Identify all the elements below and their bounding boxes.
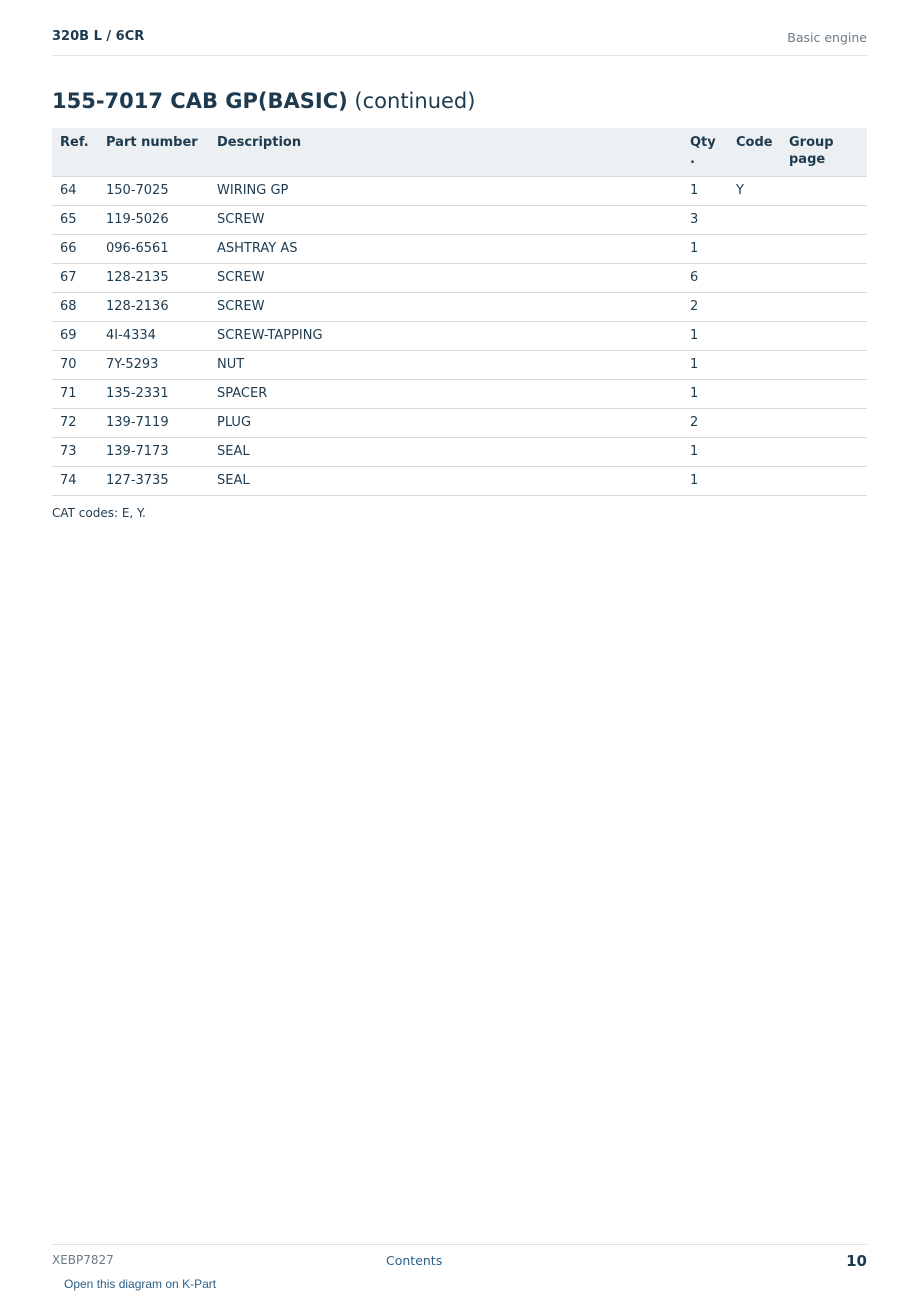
cell-group-page [781,322,867,351]
cell-part-number: 128-2135 [98,264,209,293]
cell-qty: 1 [682,438,728,467]
cell-group-page [781,293,867,322]
column-header-qty: Qty . [682,128,728,177]
cell-group-page [781,206,867,235]
cell-description: WIRING GP [209,177,682,206]
cell-group-page [781,467,867,496]
table-row [52,322,867,351]
cell-ref: 68 [52,293,98,322]
cell-group-page [781,409,867,438]
cell-qty: 6 [682,264,728,293]
cell-part-number: 135-2331 [98,380,209,409]
cell-description: PLUG [209,409,682,438]
cell-qty: 1 [682,235,728,264]
column-header-group-page: Group page [781,128,867,177]
cell-code [728,235,781,264]
cell-qty: 3 [682,206,728,235]
table-row [52,264,867,293]
cat-codes-note: CAT codes: E, Y. [52,506,146,520]
table-row [52,235,867,264]
cell-ref: 73 [52,438,98,467]
parts-table [52,128,867,496]
cell-group-page [781,177,867,206]
footer-divider [52,1244,867,1245]
cell-part-number: 127-3735 [98,467,209,496]
cell-ref: 71 [52,380,98,409]
column-header-description: Description [209,128,682,177]
cell-qty: 1 [682,380,728,409]
cell-code [728,409,781,438]
page-number: 10 [846,1252,867,1270]
open-kpart-link[interactable]: Open this diagram on K-Part [64,1277,217,1291]
cell-description: SCREW [209,206,682,235]
cell-description: SCREW-TAPPING [209,322,682,351]
cell-description: SCREW [209,264,682,293]
cell-description: SCREW [209,293,682,322]
cell-code [728,293,781,322]
table-row [52,206,867,235]
contents-link[interactable]: Contents [386,1253,443,1268]
cell-qty: 2 [682,409,728,438]
model-label: 320B L / 6CR [52,29,145,44]
cell-code: Y [728,177,781,206]
cell-description: ASHTRAY AS [209,235,682,264]
table-row [52,467,867,496]
cell-description: SEAL [209,467,682,496]
cell-group-page [781,235,867,264]
cell-part-number: 139-7173 [98,438,209,467]
cell-code [728,467,781,496]
section-label: Basic engine [787,30,867,45]
cell-code [728,322,781,351]
document-id: XEBP7827 [52,1253,114,1267]
cell-description: SEAL [209,438,682,467]
cell-description: NUT [209,351,682,380]
cell-ref: 66 [52,235,98,264]
table-row [52,293,867,322]
table-header-row [52,128,867,177]
cell-part-number: 139-7119 [98,409,209,438]
cell-part-number: 128-2136 [98,293,209,322]
column-header-part-number: Part number [98,128,209,177]
column-header-ref: Ref. [52,128,98,177]
table-row [52,380,867,409]
table-row [52,438,867,467]
cell-part-number: 4I-4334 [98,322,209,351]
table-row [52,177,867,206]
cell-ref: 64 [52,177,98,206]
cell-code [728,206,781,235]
cell-ref: 67 [52,264,98,293]
cell-ref: 72 [52,409,98,438]
page-title-suffix: (continued) [354,89,476,113]
cell-group-page [781,351,867,380]
cell-qty: 1 [682,322,728,351]
column-header-code: Code [728,128,781,177]
cell-ref: 69 [52,322,98,351]
cell-group-page [781,438,867,467]
cell-ref: 74 [52,467,98,496]
cell-qty: 1 [682,177,728,206]
cell-ref: 65 [52,206,98,235]
cell-qty: 1 [682,351,728,380]
cell-code [728,264,781,293]
page-title [52,89,475,113]
cell-code [728,351,781,380]
cell-part-number: 150-7025 [98,177,209,206]
cell-group-page [781,380,867,409]
cell-ref: 70 [52,351,98,380]
cell-group-page [781,264,867,293]
cell-qty: 2 [682,293,728,322]
page-title-main: 155-7017 CAB GP(BASIC) [52,89,348,113]
cell-code [728,380,781,409]
cell-part-number: 7Y-5293 [98,351,209,380]
cell-part-number: 119-5026 [98,206,209,235]
table-row [52,409,867,438]
page-header [52,28,867,56]
cell-code [728,438,781,467]
table-row [52,351,867,380]
cell-qty: 1 [682,467,728,496]
cell-part-number: 096-6561 [98,235,209,264]
cell-description: SPACER [209,380,682,409]
